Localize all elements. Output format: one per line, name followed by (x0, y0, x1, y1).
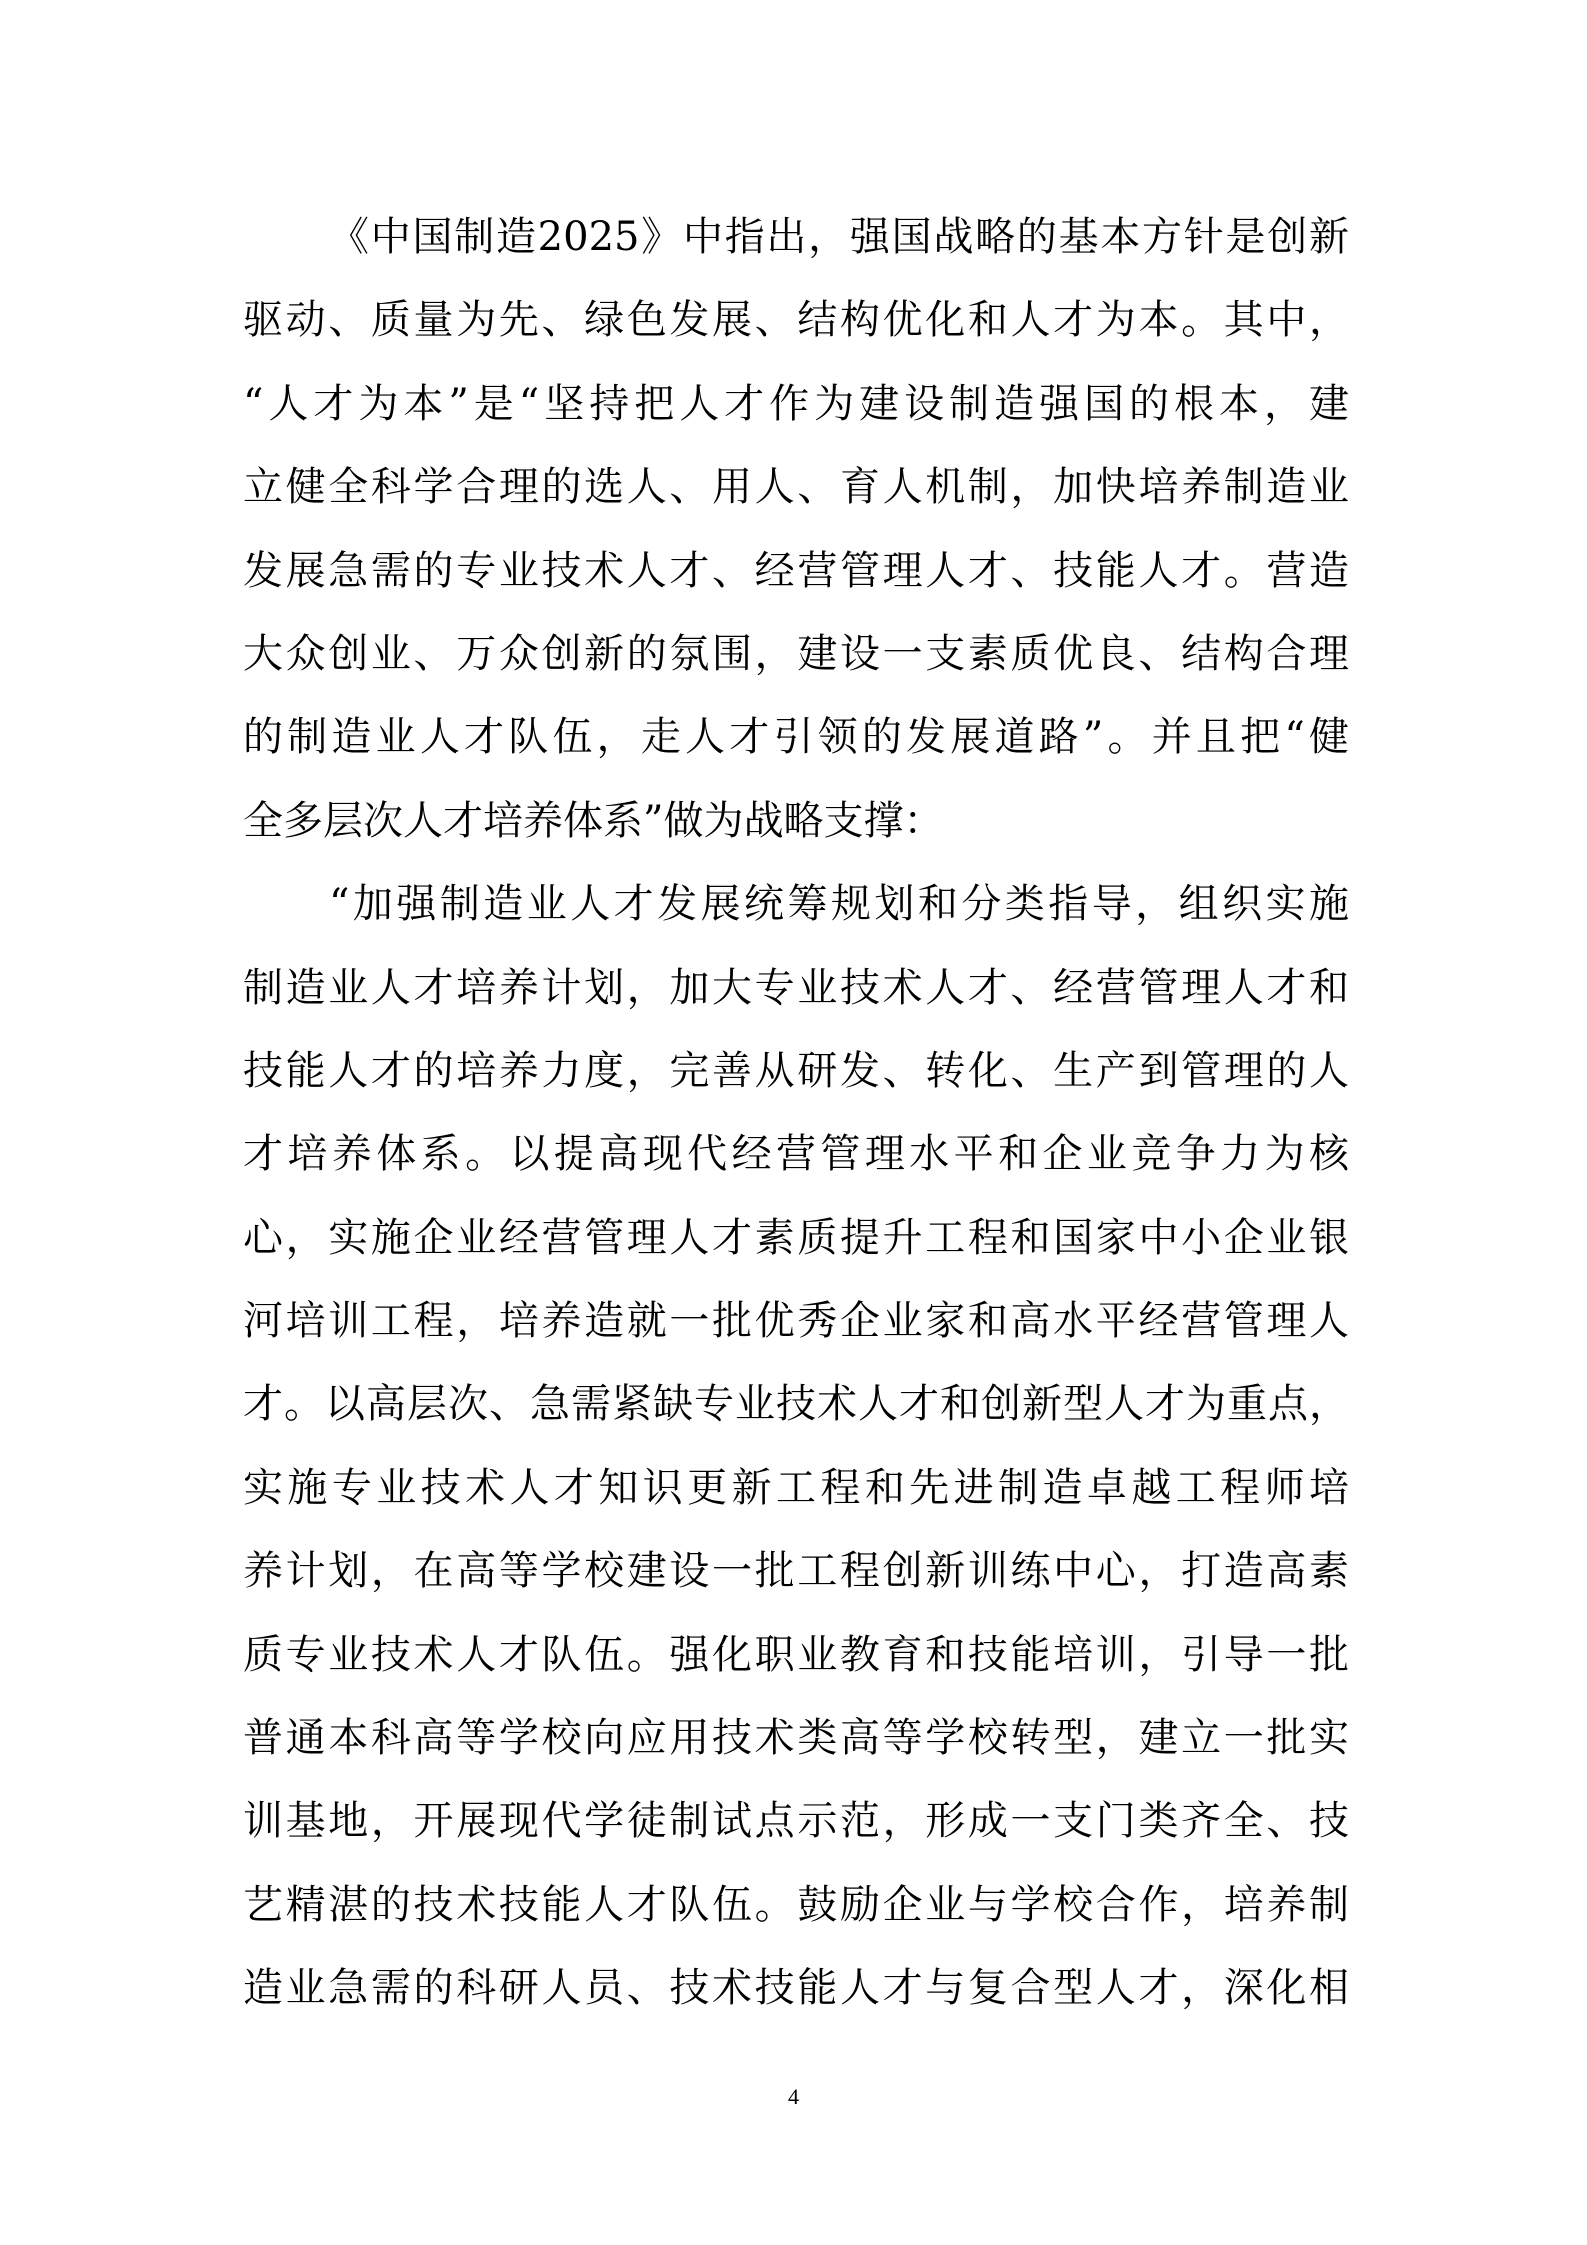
paragraph-2-line-4: 才培养体系。以提高现代经营管理水平和企业竞争力为核 (243, 1131, 1349, 1178)
paragraph-1-line-3: “人才为本”是“坚持把人才作为建设制造强国的根本，建 (243, 380, 1349, 427)
paragraph-2-line-8: 实施专业技术人才知识更新工程和先进制造卓越工程师培 (243, 1464, 1349, 1511)
body-text (243, 196, 1349, 2031)
paragraph-1-line-4: 立健全科学合理的选人、用人、育人机制，加快培养制造业 (243, 464, 1349, 511)
paragraph-2-line-11: 普通本科高等学校向应用技术类高等学校转型，建立一批实 (243, 1715, 1349, 1762)
page-number: 4 (788, 2084, 799, 2109)
paragraph-2-line-13: 艺精湛的技术技能人才队伍。鼓励企业与学校合作，培养制 (243, 1881, 1349, 1928)
paragraph-2-line-6: 河培训工程，培养造就一批优秀企业家和高水平经营管理人 (243, 1298, 1349, 1345)
paragraph-1-line-8: 全多层次人才培养体系”做为战略支撑： (243, 797, 944, 844)
paragraph-2-line-5: 心，实施企业经营管理人才素质提升工程和国家中小企业银 (243, 1214, 1349, 1261)
paragraph-2-line-14: 造业急需的科研人员、技术技能人才与复合型人才，深化相 (243, 1965, 1349, 2012)
paragraph-1-line-1: 《中国制造2025》中指出，强国战略的基本方针是创新 (329, 214, 1349, 260)
paragraph-2-line-2: 制造业人才培养计划，加大专业技术人才、经营管理人才和 (243, 964, 1349, 1011)
paragraph-2-line-9: 养计划，在高等学校建设一批工程创新训练中心，打造高素 (243, 1548, 1349, 1595)
paragraph-2-line-3: 技能人才的培养力度，完善从研发、转化、生产到管理的人 (243, 1047, 1349, 1094)
paragraph-1-line-2: 驱动、质量为先、绿色发展、结构优化和人才为本。其中， (243, 297, 1349, 344)
paragraph-1-line-5: 发展急需的专业技术人才、经营管理人才、技能人才。营造 (243, 547, 1349, 594)
paragraph-1-line-6: 大众创业、万众创新的氛围，建设一支素质优良、结构合理 (243, 630, 1349, 677)
paragraph-2-line-10: 质专业技术人才队伍。强化职业教育和技能培训，引导一批 (243, 1631, 1349, 1678)
paragraph-2-line-7: 才。以高层次、急需紧缺专业技术人才和创新型人才为重点， (243, 1381, 1349, 1428)
paragraph-1-line-7: 的制造业人才队伍，走人才引领的发展道路”。并且把“健 (243, 714, 1349, 761)
paragraph-2-line-1: “加强制造业人才发展统筹规划和分类指导，组织实施 (329, 881, 1349, 928)
paragraph-2-line-12: 训基地，开展现代学徒制试点示范，形成一支门类齐全、技 (243, 1798, 1349, 1845)
